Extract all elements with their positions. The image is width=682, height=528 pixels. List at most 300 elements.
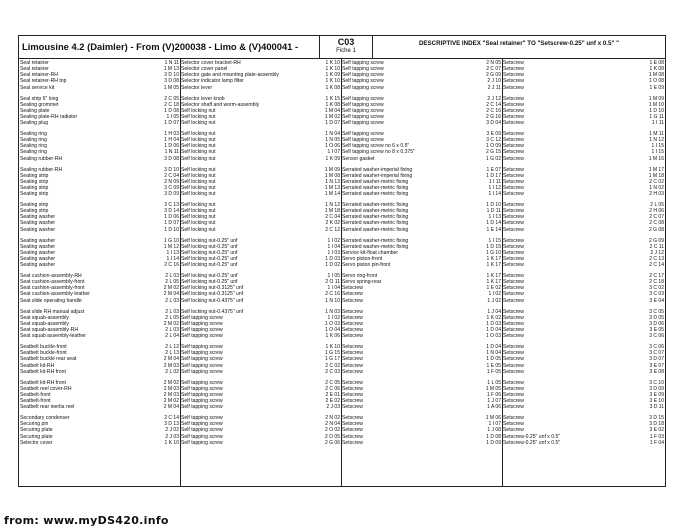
part-description: Setscrew [503,356,524,363]
part-description: Self tapping screw [181,314,223,321]
fiche-reference: 1 L 05 [487,379,501,386]
part-description: Serrated washer-metric fixing [342,208,409,215]
index-entry [181,333,341,339]
fiche-reference: 1 N 10 [325,297,340,304]
part-description: Setscrew [342,433,363,440]
fiche-reference: 2 J 12 [650,249,664,256]
index-entry [20,85,180,91]
entry-group [342,344,502,375]
part-description: Self locking nut [181,166,216,173]
part-description: Setscrew [503,273,524,280]
part-description: Seat cushion-assembly-front [20,285,85,292]
fiche-reference: 3 C 05 [649,308,664,315]
part-description: Setscrew [503,249,524,256]
fiche-reference: 3 D 10 [164,72,179,79]
fiche-reference: 1 K 10 [325,78,340,85]
entry-group [181,273,341,304]
fiche-reference: 1 I 04 [327,285,340,292]
part-description: Self locking nut [181,191,216,198]
fiche-reference: 2 L 02 [165,368,179,375]
fiche-reference: 2 C 04 [164,172,179,179]
part-description: Seal retainer [20,66,49,73]
fiche-reference: 1 M 08 [324,172,340,179]
index-entry [20,298,180,304]
part-description: Setscrew [503,320,524,327]
part-description: Setscrew [503,421,524,428]
part-description: Seat squab-assembly [20,320,69,327]
part-description: Sealing rubber-RH [20,155,63,162]
fiche-reference: 1 J 08 [487,427,501,434]
fiche-reference: 2 O 05 [324,433,340,440]
part-description: Self locking nut-0.25" unf [181,237,238,244]
part-description: Seat cushion-assembly-leather [20,291,90,298]
entry-group [181,96,341,127]
fiche-box [319,36,373,58]
part-description: Self locking nut [181,172,216,179]
fiche-reference: 3 D 06 [649,320,664,327]
part-description: Self locking nut-0.25" unf [181,249,238,256]
part-description: Setscrew [503,84,524,91]
fiche-reference: 3 D 04 [486,120,501,127]
part-description: Setscrew [503,220,524,227]
entry-group [342,309,502,340]
part-description: Self tapping screw [181,362,223,369]
index-entry [20,191,180,197]
fiche-reference: 3 D 10 [164,166,179,173]
part-description: Self tapping screw [181,379,223,386]
part-description: Setscrew [342,297,363,304]
fiche-reference: 1 I 14 [166,255,179,262]
fiche-reference: 2 N 05 [486,60,501,66]
part-description: Serrated washer-metric fixing [342,202,409,209]
entry-group [181,131,341,162]
fiche-reference: 3 C 12 [486,137,501,144]
entry-group [20,167,180,198]
part-description: Sealing ring [20,149,47,156]
part-description: Self tapping screw [181,415,223,422]
index-entry [503,156,665,162]
part-description: Self locking nut [181,208,216,215]
part-description: Self tapping screw [342,101,384,108]
entry-group [20,273,180,304]
index-entry [20,120,180,126]
fiche-reference: 1 M 18 [324,208,340,215]
fiche-reference: 1 E 07 [486,166,501,173]
part-description: Setscrew [342,285,363,292]
part-description: Sensor gasket [342,155,375,162]
part-description: Seating strip [20,178,49,185]
fiche-reference: 2 C 18 [649,279,664,286]
part-description: Seal retainer-RH [20,72,58,79]
fiche-reference: 1 I 12 [488,184,501,191]
fiche-reference: 1 K 08 [325,84,340,91]
fiche-reference: 3 E 04 [649,297,664,304]
fiche-reference: 1 A 06 [487,404,501,411]
fiche-reference: 1 M 09 [324,166,340,173]
part-description: Seating washer [20,220,56,227]
fiche-reference: 1 D 05 [486,356,501,363]
fiche-reference: 2 C 06 [325,385,340,392]
entry-group [503,380,665,411]
part-description: Setscrew [342,427,363,434]
fiche-reference: 1 I 13 [488,214,501,221]
fiche-reference: 2 E 01 [325,391,340,398]
index-entry [181,85,341,91]
fiche-reference: 1 I 07 [488,421,501,428]
part-description: Setscrew [503,391,524,398]
part-description: Self locking nut-0.25" unf [181,273,238,280]
fiche-reference: 1 N 03 [325,308,340,315]
part-description: Seat slide operating handle [20,297,82,304]
part-description: Setscrew [342,356,363,363]
part-description: Self tapping screw [181,427,223,434]
part-description: Setscrew [503,255,524,262]
part-description: Setscrew [503,131,524,138]
part-description: Setscrew [503,208,524,215]
fiche-reference: 2 C 14 [164,415,179,422]
part-description: Setscrew [342,326,363,333]
part-description: Self tapping screw [342,78,384,85]
part-description: Self tapping screw [181,326,223,333]
fiche-reference: 1 I 15 [651,143,664,150]
part-description: Self tapping screw [342,66,384,73]
fiche-reference: 1 G 02 [485,155,501,162]
fiche-reference: 3 C 10 [649,379,664,386]
section-code: C03 [337,37,355,47]
part-description: Setscrew [503,415,524,422]
fiche-reference: 3 D 07 [649,356,664,363]
part-description: Self tapping screw [181,391,223,398]
part-description: Self tapping screw [181,439,223,446]
fiche-reference: 3 C 09 [164,184,179,191]
fiche-reference: 1 D 08 [486,433,501,440]
part-description: Setscrew [503,350,524,357]
part-description: Servo ring-front [342,273,378,280]
fiche-reference: 2 M 03 [163,385,179,392]
part-description: Setscrew [503,297,524,304]
entry-group [181,238,341,269]
entry-group [20,238,180,269]
part-description: Seating strip [20,202,49,209]
fiche-reference: 1 O 03 [485,333,501,340]
fiche-reference: 3 D 09 [164,191,179,198]
fiche-reference: 1 M 05 [163,84,179,91]
part-description: Setscrew [503,326,524,333]
part-description: Setscrew [503,427,524,434]
part-description: Seating washer [20,226,56,233]
part-description: Securing plate [20,427,53,434]
part-description: Sealing ring [20,137,47,144]
part-description: Setscrew [342,368,363,375]
part-description: Serrated washer-metric fixing [342,184,409,191]
part-description: Seating washer [20,237,56,244]
part-description: Setscrew [503,262,524,269]
part-description: Sealing grommet [20,101,59,108]
part-description: Setscrew [503,78,524,85]
fiche-reference: 1 M 05 [485,385,501,392]
part-description: Setscrew [342,350,363,357]
fiche-reference: 3 C 13 [164,202,179,209]
fiche-reference: 2 C 16 [486,107,501,114]
index-description: DESCRIPTIVE INDEX "Seal retainer" TO "Setscrew-0.25" unf x 0.5" " [418,40,620,47]
part-description: Serrated washer-metric fixing [342,191,409,198]
fiche-reference: 3 E 10 [649,398,664,405]
part-description: Service kit-float chamber [342,249,399,256]
part-description: Setscrew [342,362,363,369]
fiche-reference: 2 L 03 [165,308,179,315]
fiche-reference: 2 M 04 [163,404,179,411]
fiche-reference: 1 N 11 [164,60,179,66]
part-description: Setscrew-0.25" unf x 0.5" [503,433,561,440]
fiche-reference: 1 I 05 [166,113,179,120]
part-description: Selector cover panel [181,66,228,73]
part-description: Self tapping screw [181,350,223,357]
part-description: Self locking nut [181,184,216,191]
part-description: Setscrew [342,344,363,351]
part-description: Self locking nut [181,155,216,162]
fiche-reference: 2 L 03 [165,297,179,304]
part-description: Seal service kit [20,84,55,91]
fiche-reference: 2 E 02 [325,398,340,405]
part-description: Self tapping screw [181,385,223,392]
entry-group [503,273,665,304]
fiche-reference: 1 K 09 [325,155,340,162]
part-description: Self locking nut-0.4375" unf [181,308,244,315]
fiche-reference: 1 O 06 [324,143,340,150]
part-description: Seatbelt-front [20,398,51,405]
index-entry [503,120,665,126]
fiche-reference: 1 N 11 [164,149,179,156]
fiche-reference: 2 C 11 [649,243,664,250]
fiche-reference: 1 D 07 [164,120,179,127]
fiche-reference: 1 O 04 [324,326,340,333]
fiche-reference: 2 M 04 [163,291,179,298]
part-description: Setscrew [342,415,363,422]
fiche-reference: 2 C 05 [325,379,340,386]
entry-group [503,60,665,91]
entry-group [342,415,502,446]
index-entry [503,85,665,91]
fiche-reference: 1 K 10 [325,60,340,66]
fiche-reference: 1 D 15 [486,243,501,250]
fiche-reference: 1 F 06 [486,391,501,398]
part-description: Seat slide RH manual adjust [20,308,85,315]
fiche-reference: 2 L 05 [165,279,179,286]
fiche-reference: 2 J 03 [165,433,179,440]
index-entry [503,227,665,233]
part-description: Self tapping screw [181,333,223,340]
index-entry [181,369,341,375]
entry-group [503,415,665,446]
part-description: Seat squab assembly-leather [20,333,86,340]
fiche-reference: 2 C 12 [325,226,340,233]
index-column-4 [503,60,665,451]
fiche-reference: 1 K 09 [325,72,340,79]
fiche-reference: 1 I 04 [327,243,340,250]
part-description: Setscrew [503,285,524,292]
entry-group [20,309,180,340]
part-description: Setscrew [503,333,524,340]
entry-group [20,202,180,233]
index-entry [503,440,665,446]
part-description: Setscrew [342,385,363,392]
index-entry [20,156,180,162]
fiche-reference: 3 D 18 [649,421,664,428]
fiche-reference: 1 I 15 [651,149,664,156]
fiche-reference: 2 M 02 [163,398,179,405]
part-description: Seat squab-assembly-RH [20,326,79,333]
part-description: Self locking nut [181,143,216,150]
entry-group [181,167,341,198]
index-entry [503,369,665,375]
index-entry [20,262,180,268]
entry-group [342,273,502,304]
part-description: Setscrew [503,385,524,392]
fiche-reference: 3 E 09 [486,131,501,138]
index-entry [20,440,180,446]
part-description: Sealing rubber-RH [20,166,63,173]
entry-group [20,344,180,375]
fiche-reference: 1 M 06 [485,415,501,422]
fiche-reference: 1 D 06 [164,214,179,221]
index-entry [181,120,341,126]
part-description: Setscrew [503,404,524,411]
index-entry [503,333,665,339]
part-description: Self tapping screw [181,398,223,405]
fiche-reference: 1 G 11 [649,113,664,120]
part-description: Selector lever [181,84,213,91]
part-description: Self tapping screw [342,113,384,120]
entry-group [342,96,502,127]
index-page [18,35,666,487]
fiche-reference: 1 F 05 [486,368,501,375]
part-description: Self tapping screw [342,84,384,91]
part-description: Self tapping screw [181,404,223,411]
fiche-reference: 3 E 07 [649,362,664,369]
entry-group [181,380,341,411]
index-entry [181,156,341,162]
fiche-reference: 1 E 02 [486,285,501,292]
index-entry [342,120,502,126]
fiche-reference: 1 I 02 [327,314,340,321]
part-description: Secondary condenser [20,415,70,422]
fiche-reference: 1 K 02 [486,314,501,321]
part-description: Seatbelt kit-RH front [20,368,66,375]
part-description: Setscrew [503,291,524,298]
entry-group [20,415,180,446]
fiche-reference: 1 F 04 [649,439,664,446]
part-description: Self locking nut [181,137,216,144]
index-entry [342,298,502,304]
part-description: Setscrew [503,149,524,156]
fiche-reference: 3 E 08 [649,368,664,375]
part-description: Sealing plate-RH radiator [20,113,78,120]
fiche-reference: 1 E 05 [486,362,501,369]
fiche-reference: 1 N 04 [325,131,340,138]
part-description: Seal strip 6" long [20,95,59,102]
fiche-reference: 2 C 04 [325,214,340,221]
part-description: Setscrew [342,398,363,405]
fiche-reference: 1 K 17 [486,273,501,280]
fiche-reference: 1 M 08 [648,72,664,79]
part-description: Setscrew [503,191,524,198]
part-description: Setscrew [503,237,524,244]
part-description: Setscrew [342,320,363,327]
fiche-reference: 3 C 02 [649,285,664,292]
index-entry [342,191,502,197]
fiche-reference: 3 D 08 [164,78,179,85]
fiche-reference: 2 J 11 [487,84,501,91]
part-description: Self locking nut-0.25" unf [181,243,238,250]
part-description: Serrated washer-metric fixing [342,243,409,250]
fiche-reference: 1 I 03 [327,249,340,256]
part-description: Selector lever knob [181,95,225,102]
fiche-reference: 1 O 03 [324,320,340,327]
fiche-reference: 1 D 11 [486,208,501,215]
part-description: Seat squab-assembly [20,314,69,321]
fiche-reference: 3 C 03 [649,291,664,298]
fiche-reference: 2 O 02 [324,427,340,434]
fiche-reference: 1 D 06 [164,143,179,150]
part-description: Securing plate [20,433,53,440]
part-description: Setscrew [503,398,524,405]
fiche-reference: 2 J 02 [165,427,179,434]
fiche-reference: 1 H 03 [164,131,179,138]
fiche-reference: 3 C 06 [649,344,664,351]
part-description: Self locking nut [181,120,216,127]
part-description: Self tapping screw [342,72,384,79]
fiche-reference: 2 M 02 [163,379,179,386]
part-description: Self tapping screw [181,368,223,375]
fiche-reference: 1 I 14 [488,191,501,198]
part-description: Serrated washer-imperial fixing [342,166,413,173]
fiche-reference: 1 M 16 [648,155,664,162]
part-description: Seating strip [20,172,49,179]
entry-group [181,202,341,233]
page-header [19,36,665,59]
fiche-reference: 1 K 06 [325,333,340,340]
fiche-reference: 2 C 05 [164,95,179,102]
index-entry [342,333,502,339]
fiche-reference: 2 J 03 [326,404,340,411]
part-description: Seating washer [20,262,56,269]
fiche-reference: 1 M 12 [163,243,179,250]
fiche-reference: 2 K 02 [325,220,340,227]
part-description: Setscrew [503,202,524,209]
entry-group [342,60,502,91]
part-description: Self locking nut [181,131,216,138]
fiche-reference: 1 M 04 [324,107,340,114]
part-description: Setscrew [342,421,363,428]
fiche-reference: 1 G 10 [485,249,501,256]
fiche-reference: 2 C 02 [649,178,664,185]
part-description: Self tapping screw no 8 x 0.375" [342,149,415,156]
fiche-reference: 2 M 02 [163,285,179,292]
fiche-reference: 2 N 04 [325,421,340,428]
fiche-reference: 1 D 10 [649,107,664,114]
part-description: Setscrew [503,368,524,375]
part-description: Seatbelt buckle-front [20,344,67,351]
part-description: Setscrew [342,439,363,446]
part-description: Servo spring-rear [342,279,382,286]
part-description: Selector shaft and worm-assembly [181,101,260,108]
part-description: Seatbelt reel cover-RH [20,385,72,392]
part-description: Self tapping screw [342,95,384,102]
entry-group [20,380,180,411]
part-description: Setscrew [342,404,363,411]
fiche-reference: 3 D 08 [164,155,179,162]
part-description: Servo piston pin-front [342,262,391,269]
